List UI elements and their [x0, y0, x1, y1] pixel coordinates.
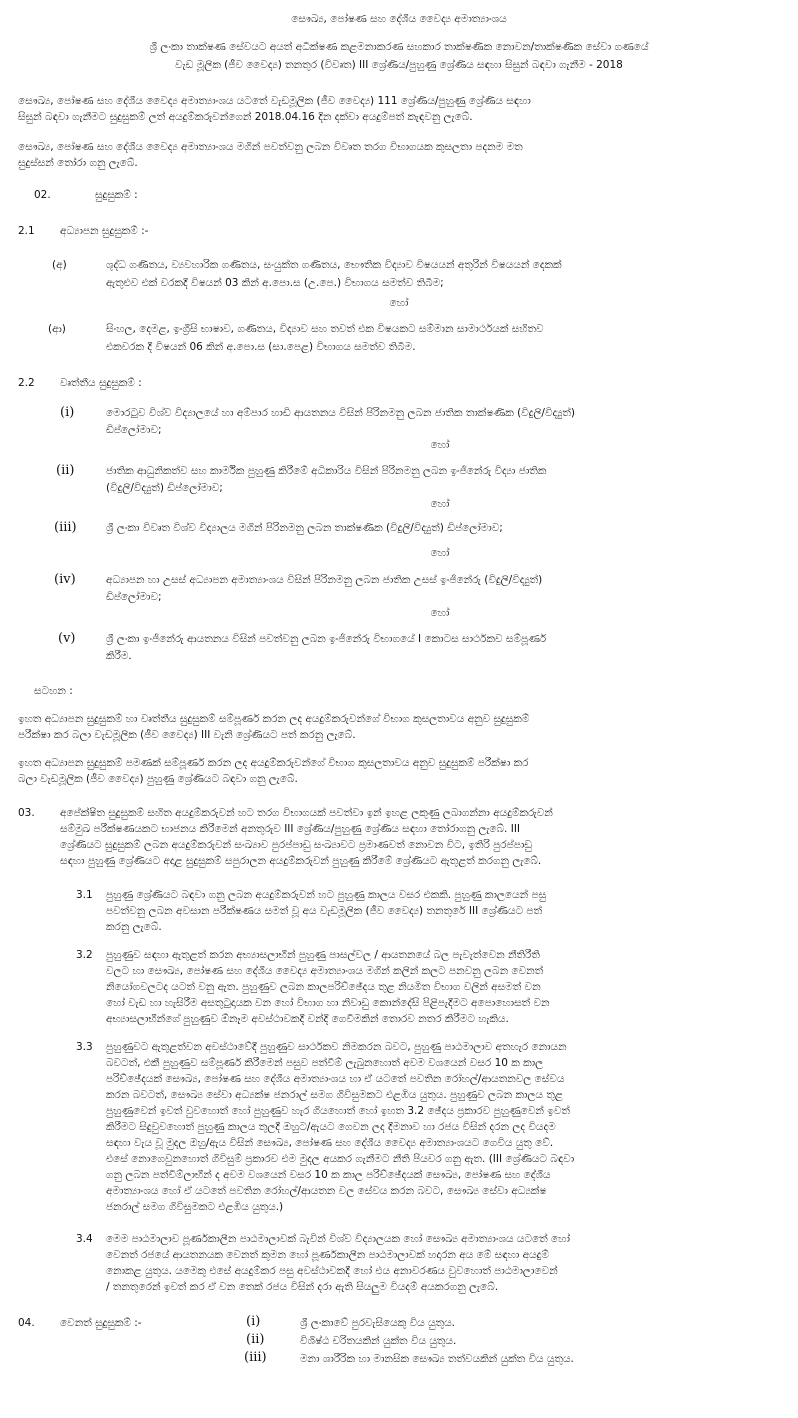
prof-item-line2: ඩිප්ලෝමාව;: [106, 591, 162, 603]
or-label: හෝ: [430, 498, 450, 510]
section-03-line: සම්මුඛ පරීක්ෂණයකට භාජනය කිරීමෙන් අනතුරුව III ශ්‍රේණිය/පුහුණු ශ්‍රේණිය සඳහා තෝරාගනු ලැබේ. III: [60, 823, 521, 835]
prof-item-line1: ශ්‍රී ලංකා විවෘත විශ්ව විද්‍යාලය මගින් පිරිනමනු ලබන තාක්ෂණික (විදුලි/විද්‍යුත්) ඩිප්ලෝමාව;: [106, 522, 503, 534]
prof-item-line2: (විදුලි/විද්‍යුත්) ඩිප්ලෝමාව;: [106, 482, 223, 494]
section-04-title: වෙනත් සුදුසුකම් :-: [60, 1317, 142, 1329]
other-item-text: ශ්‍රී ලංකාවේ පුරවැසියෙකු විය යුතුය.: [300, 1317, 455, 1329]
other-item-text: විශිෂ්ඨ චරිතයකින් යුක්ත විය යුතුය.: [300, 1335, 457, 1347]
sub-34-line: නොකළ යුතුය. යමෙකු එසේ අයදුම්කර පසු අවස්ථාවකදී හෝ එය අනාවරණය වුවහොත් පාඨමාලාවෙන්: [106, 1265, 558, 1277]
prof-item-marker: (i): [60, 405, 75, 420]
sub-33-line: සඳහා වැය වූ මුදල ඔහු/ඇය විසින් සෞඛ්‍ය, පෝෂණ සහ දේශීය වෛද්‍ය අමාත්‍යාංශයට ගෙවිය යුතු වේ.: [106, 1137, 554, 1149]
prof-item-line2: කිරීම.: [106, 650, 132, 662]
sub-33-line: පරිච්ඡේදයක් සෞඛ්‍ය, පෝෂණ සහ දේශීය අමාත්‍යාංශය හා ඒ යටතේ පවතින රෝහල්/ආයතනවල සේවය: [106, 1073, 565, 1085]
prof-item-line1: අධ්‍යාපන හා උසස් අධ්‍යාපන අමාත්‍යාංශය විසින් පිරිනමනු ලබන ජාතික උසස් ඉංජිනේරු (විදුලි/විද්‍යුත්): [106, 574, 543, 586]
note-title: සටහන :: [34, 685, 73, 697]
option-aa-marker: (ආ): [48, 323, 66, 335]
option-aa-line1: සිංහල, දෙමළ, ඉංග්‍රීසි භාෂාව, ගණිතය, විද්‍යාව සහ තවත් එක විෂයකට සම්මාන සාමාර්ථයක් සහිතව: [106, 323, 544, 335]
section-03-line: අපේක්ෂිත සුදුසුකම් සහිත අයදුම්කරුවන් හට තරග විභාගයක් පවත්වා ඉන් ඉහළ ලකුණු ලබාගන්නා අයදුම්කරුවන්: [60, 807, 553, 819]
other-item-marker: (iii): [244, 1350, 267, 1365]
sub-33-line: කිරීමට සිදුවුවහොත් පුහුණු කාලය තුලදී ඔහුට/ඇයට ගෙවන ලද දීමනාව හා රජය විසින් දරන ලද වියදම: [106, 1121, 556, 1133]
section-02-number: 02.: [34, 189, 51, 201]
option-a-line2: ඇතුළුව එක් වරකදී විෂයන් 03 කින් අ.පො.ස (උ.පෙ.) විභාගය සමත්ව තිබීම;: [106, 277, 444, 289]
section-03-number: 03.: [18, 807, 35, 819]
option-aa-line2: එකවරක දී විෂයන් 06 කින් අ.පො.ස (සා.පෙළ) විභාගය සමත්ව තිබීම.: [106, 341, 416, 353]
section-03-line: ශ්‍රේණියට සුදුසුකම් ලබන අයදුම්කරුවන් සංඛ්‍යාව පුරප්පාඩු සංඛ්‍යාවට ප්‍රමාණවත් නොවන විට, ඉතිරි පුරප්පාඩු: [60, 839, 533, 851]
sub-33-line: පුහුණුවට ඇතුළත්වන අවස්ථාවේදී පුහුණුව සාර්ථකව නිමකරන බවට, පුහුණු පාඨමාලාව අතහැර නොයන: [106, 1041, 567, 1053]
other-item-marker: (i): [246, 1314, 261, 1329]
sub-33-line: කරන බවටත්, සෞඛ්‍ය සේවා අධ්‍යක්ෂ ජනරාල් සමග ගිවිසුමකට එළඹිය යුතුය. පුහුණුව ලබන කාලය තුළ: [106, 1089, 563, 1101]
section-21-number: 2.1: [18, 225, 35, 237]
intro-p2-line2: සුදුස්සන් තෝරා ගනු ලැබේ.: [18, 157, 138, 169]
or-label: හෝ: [389, 297, 409, 309]
or-label: හෝ: [430, 607, 450, 619]
sub-33-line: පුහුණුවෙන් ඉවත් වුවහොත් හෝ පුහුණුව හැර ගියහොත් හෝ ඉහත 3.2 ඡේදය ප්‍රකාරව පුහුණුවෙන් ඉවත්: [106, 1105, 570, 1117]
sub-31-number: 3.1: [76, 889, 93, 901]
section-22-title: වෘත්තීය සුදුසුකම් :: [60, 377, 142, 389]
prof-item-line1: ශ්‍රී ලංකා ඉංජිනේරු ආයතනය විසින් පවත්වනු ලබන ඉංජිනේරු විභාගයේ I කොටස සාර්ථකව සම්පූර්ණ: [106, 633, 547, 645]
note-p1-line2: පරීක්ෂා කර බලා වැඩමූලික (ජීව වෛද්‍ය) III වැනි ශ්‍රේණියට පත් කරනු ලැබේ.: [18, 729, 356, 741]
sub-33-line: බවටත්, එකී පුහුණුව සම්පූර්ණ කිරීමෙන් පසුව පත්වීම් ලැබුනහොත් අවම වශයෙන් වසර 10 ක කාල: [106, 1057, 544, 1069]
sub-32-line: නියෝගවලටද යටත් වනු ඇත. පුහුණුව ලබන කාලපරිච්ඡේදය තුළ නියමිත විභාග වලින් අසමත් වන: [106, 981, 541, 993]
sub-34-line: මෙම පාඨමාලාව පූර්ණකාලීන පාඨමාලාවක් බැවින් විශ්ව විද්‍යාලයක හෝ සෞඛ්‍ය අමාත්‍යාංශය යටතේ හෝ: [106, 1233, 570, 1245]
sub-33-line: ජනරාල් සමග ගිවිසුමකට එළඹිය යුතුය.): [106, 1201, 284, 1213]
note-p2-line1: ඉහත අධ්‍යාපන සුදුසුකම් පමණක් සම්පූර්ණ කරන ලද අයදුම්කරුවන්ගේ විභාග කුසලතාවය අනුව සුදුසුකම් පරීක්ෂා කර: [18, 757, 529, 769]
other-item-text: මනා ශාරීරික හා මානසික සෞඛ්‍ය තත්වයකින් යුක්ත විය යුතුය.: [300, 1353, 574, 1365]
prof-item-line2: ඩිප්ලෝමාව;: [106, 424, 162, 436]
prof-item-line1: මොරටුව විශ්ව විද්‍යාලයේ හා අම්පාර හාඩි ආයතනය විසින් පිරිනමනු ලබන ජාතික තාක්ෂණික (විදුලි/විද්‍යුත්): [106, 407, 575, 419]
sub-32-number: 3.2: [76, 949, 93, 961]
section-22-number: 2.2: [18, 377, 35, 389]
prof-item-line1: ජාතික ආධුනිකත්ව සහ කාර්මික පුහුණු කිරීමේ අධිකාරිය විසින් පිරිනමනු ලබන ඉංජිනේරු විද්‍යා ජාතික: [106, 465, 547, 477]
intro-p1-line1: සෞඛ්‍ය, පෝෂණ සහ දේශීය වෛද්‍ය අමාත්‍යාංශය යටතේ වැඩමූලික (ජීව වෛද්‍ය) 111 ශ්‍රේණිය/පුහුණු ශ්‍රේණිය සඳහා: [18, 95, 531, 107]
option-a-line1: ශුද්ධ ගණිතය, ව්‍යවහාරික ගණිතය, සංයුක්ත ගණිතය, භෞතික විද්‍යාව විෂයයන් අතුරින් විෂයයන් දෙකක්: [106, 259, 562, 271]
sub-31-line: කරනු ලැබේ.: [106, 921, 162, 933]
sub-32-line: අභ්‍යාසලාභීන්ගේ පුහුණුව ඕනෑම අවස්ථාවකදී වන්දි ගෙවීමකින් තොරව නතර කිරීමට හැකිය.: [106, 1013, 509, 1025]
prof-item-marker: (v): [58, 631, 76, 646]
section-02-title: සුදුසුකම් :: [95, 189, 138, 201]
prof-item-marker: (iv): [54, 572, 76, 587]
sub-31-line: පවත්වනු ලබන අවසාන පරීක්ෂණය සමත් වූ අය වැඩමූලික (ජීව වෛද්‍ය) තනතුරේ III ශ්‍රේණියට පත්: [106, 905, 543, 917]
option-a-marker: (අ): [52, 259, 67, 271]
note-p2-line2: බලා වැඩමූලික (ජීව වෛද්‍ය) පුහුණු ශ්‍රේණියට බඳවා ගනු ලැබේ.: [18, 773, 298, 785]
subtitle-line-2: වැඩ මූලික (ජීව වෛද්‍ය) තනතුර (විවෘත) III ශ්‍රේණිය/පුහුණු ශ්‍රේණිය සඳහා සිසුන් බඳවා ගැනීම - 2018: [175, 59, 623, 71]
prof-item-marker: (iii): [54, 520, 77, 535]
sub-33-line: ගනු ලබන පත්වීම්ලාභීන් ද අවම වශයෙන් වසර 10 ක කාල පරිච්ඡේදයක් සෞඛ්‍ය, පෝෂණ සහ දේශීය: [106, 1169, 551, 1181]
prof-item-marker: (ii): [56, 463, 75, 478]
section-03-line: සඳහා පුහුණු ශ්‍රේණියට අදාළ සුදුසුකම් සපුරාලන අයදුම්කරුවන් පුහුණු කිරීමේ ශ්‍රේණියට ඇතුළත් කරගනු ලැබේ.: [60, 855, 542, 867]
note-p1-line1: ඉහත අධ්‍යාපන සුදුසුකම් හා වෘත්තීය සුදුසුකම් සම්පූර්ණ කරන ලද අයදුම්කරුවන්ගේ විභාග කුසලතාවය අනුව සුදුසුකම්: [18, 713, 530, 725]
other-item-marker: (ii): [246, 1332, 265, 1347]
or-label: හෝ: [430, 547, 450, 559]
sub-31-line: පුහුණු ශ්‍රේණියට බඳවා ගනු ලබන අයදුම්කරුවන් හට පුහුණු කාලය වසර එකකි. පුහුණු කාලයෙන් පසු: [106, 889, 547, 901]
sub-33-number: 3.3: [76, 1041, 93, 1053]
intro-p1-line2: සිසුන් බඳවා ගැනීමට සුදුසුකම් ලත් අයදුම්කරුවන්ගෙන් 2018.04.16 දින දක්වා අයදුම්පත් කැඳවනු ලැබේ.: [18, 111, 473, 123]
sub-34-line: වෙනත් රජයේ ආයතනයක වෙනත් කුමන හෝ පූර්ණකාලීන පාඨමාලාවක් හදාරන අය මේ සඳහා අයදුම්: [106, 1249, 549, 1261]
section-21-title: අධ්‍යාපන සුදුසුකම් :-: [60, 225, 149, 237]
sub-34-number: 3.4: [76, 1233, 93, 1245]
sub-32-line: වලට හා සෞඛ්‍ය, පෝෂණ සහ දේශීය වෛද්‍ය අමාත්‍යාංශය මගින් කලින් කලට පනවනු ලබන වෙනත්: [106, 965, 544, 977]
sub-32-line: හෝ වැඩ හා හැසිරීම අසතුටුදායක වන හෝ විභාග හා නිවාඩු කොන්දේසි පිළිපැදීමට අපොහොසත් වන: [106, 997, 550, 1009]
subtitle-line-1: ශ්‍රී ලංකා තාක්ෂණ සේවයට අයත් අධීක්ෂණ කළමනාකරණ සහකාර තාක්ෂණික නොවන/තාක්ෂණික සේවා ගණයේ: [149, 41, 649, 53]
sub-33-line: එසේ නොගෙවුනහොත් ගිවිසුම් ප්‍රකාරව එම මුදල අයකර ගැනීමට නීති පියවර ගනු ඇත. (III ශ්‍රේණියට බඳවා: [106, 1153, 575, 1165]
sub-32-line: පුහුණුව සඳහා ඇතුළත් කරන අභ්‍යාසලාභීන් පුහුණු පාසල්වල / ආයතනයේ බල පැවැත්වෙන නීතිරීති: [106, 949, 540, 961]
or-label: හෝ: [430, 439, 450, 451]
sub-34-line: / තනතුරෙන් ඉවත් කර ඒ වන තෙක් රජය විසින් දරා ඇති සියලුම වියදම් අයකරගනු ලැබේ.: [106, 1281, 499, 1293]
intro-p2-line1: සෞඛ්‍ය, පෝෂණ සහ දේශීය වෛද්‍ය අමාත්‍යාංශය මගින් පවත්වනු ලබන විවෘත තරග විභාගයක කුසලතා පදනම මත: [18, 141, 523, 153]
sub-33-line: අමාත්‍යාංශය හෝ ඒ යටතේ පවතින රෝහල්/ආයතන වල සේවය කරන බවට, සෞඛ්‍ය සේවා අධ්‍යක්ෂ: [106, 1185, 547, 1197]
section-04-number: 04.: [18, 1317, 35, 1329]
ministry-heading: සෞඛ්‍ය, පෝෂණ සහ දේශීය වෛද්‍ය අමාත්‍යාංශය: [291, 13, 507, 25]
